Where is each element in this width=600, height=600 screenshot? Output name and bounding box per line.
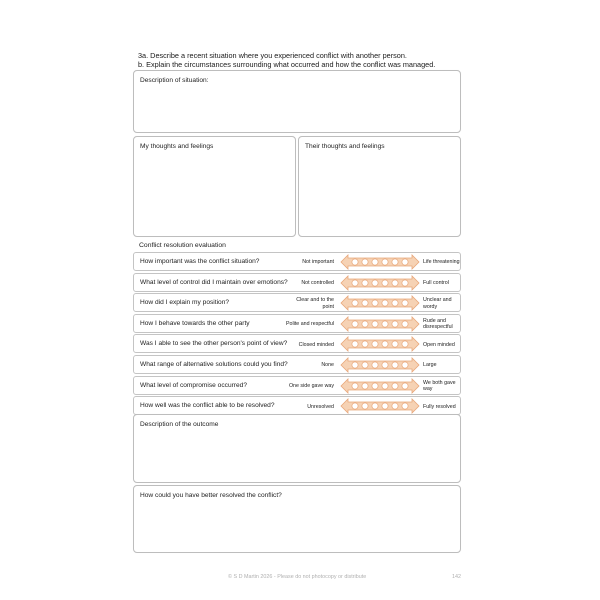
rating-radio[interactable] bbox=[372, 362, 378, 368]
my-thoughts-box[interactable] bbox=[133, 136, 296, 237]
scale-low-text: Unresolved bbox=[307, 403, 334, 410]
rating-radio[interactable] bbox=[352, 321, 358, 327]
rating-radio[interactable] bbox=[392, 279, 398, 285]
rating-radio[interactable] bbox=[392, 382, 398, 388]
evaluation-question: How important was the conflict situation? bbox=[140, 258, 260, 265]
evaluation-row bbox=[133, 334, 461, 353]
their-thoughts-label: Their thoughts and feelings bbox=[305, 143, 385, 150]
rating-radio[interactable] bbox=[362, 279, 368, 285]
rating-radio[interactable] bbox=[372, 321, 378, 327]
scale-high-text: Full control bbox=[423, 279, 449, 286]
scale-low-text: Not important bbox=[302, 259, 334, 266]
scale-high-text: Fully resolved bbox=[423, 403, 456, 410]
evaluation-row bbox=[133, 273, 461, 292]
evaluation-question: How well was the conflict able to be resolved? bbox=[140, 402, 275, 410]
my-thoughts-label: My thoughts and feelings bbox=[140, 143, 214, 150]
scale-low-text: Clear and to the point bbox=[296, 297, 334, 310]
rating-radio[interactable] bbox=[382, 403, 388, 409]
their-thoughts-box[interactable] bbox=[298, 136, 461, 237]
better-resolution-label: How could you have better resolved the conflict? bbox=[140, 492, 282, 499]
rating-radio[interactable] bbox=[402, 382, 408, 388]
evaluation-title: Conflict resolution evaluation bbox=[139, 242, 226, 249]
scale-low-text: Not controlled bbox=[301, 279, 334, 286]
rating-radio[interactable] bbox=[372, 300, 378, 306]
rating-radio[interactable] bbox=[372, 403, 378, 409]
scale-high-label bbox=[423, 254, 463, 271]
rating-radio[interactable] bbox=[352, 382, 358, 388]
rating-radio[interactable] bbox=[362, 362, 368, 368]
scale-low-text: Polite and respectful bbox=[286, 321, 334, 328]
rating-radio[interactable] bbox=[402, 300, 408, 306]
scale-high-label bbox=[423, 336, 463, 353]
scale-high-text: Rude and disrespectful bbox=[423, 318, 453, 331]
rating-radio[interactable] bbox=[382, 321, 388, 327]
instruction-line-a: 3a. Describe a recent situation where you experienced conflict with another person. bbox=[138, 51, 407, 60]
scale-high-text: Unclear and wordy bbox=[423, 297, 452, 310]
scale-high-label bbox=[423, 316, 463, 333]
situation-box[interactable] bbox=[133, 70, 461, 133]
evaluation-question: What range of alternative solutions could you find? bbox=[140, 361, 288, 368]
scale-low-label bbox=[284, 295, 334, 312]
rating-radio[interactable] bbox=[392, 403, 398, 409]
rating-radio[interactable] bbox=[372, 341, 378, 347]
scale-high-label bbox=[423, 275, 463, 292]
rating-radio[interactable] bbox=[392, 362, 398, 368]
rating-radio[interactable] bbox=[372, 382, 378, 388]
scale-high-text: Large bbox=[423, 362, 437, 369]
rating-scale bbox=[340, 254, 420, 270]
scale-low-text: Closed minded bbox=[298, 341, 334, 348]
scale-low-label bbox=[284, 398, 334, 415]
rating-radio[interactable] bbox=[382, 362, 388, 368]
evaluation-question: What level of control did I maintain over emotions? bbox=[140, 278, 288, 286]
scale-low-label bbox=[284, 357, 334, 374]
rating-radio[interactable] bbox=[362, 259, 368, 265]
rating-radio[interactable] bbox=[382, 341, 388, 347]
rating-scale bbox=[340, 398, 420, 414]
rating-radio[interactable] bbox=[362, 341, 368, 347]
page-number: 142 bbox=[452, 574, 461, 580]
scale-high-text: Life threatening bbox=[423, 259, 460, 266]
evaluation-row bbox=[133, 252, 461, 271]
rating-radio[interactable] bbox=[362, 382, 368, 388]
rating-radio[interactable] bbox=[382, 259, 388, 265]
evaluation-row bbox=[133, 376, 461, 395]
evaluation-question: What level of compromise occurred? bbox=[140, 381, 248, 389]
rating-radio[interactable] bbox=[362, 300, 368, 306]
scale-low-label bbox=[284, 254, 334, 271]
copyright-notice: © S D Martin 2026 - Please do not photocopy or distribute bbox=[228, 574, 367, 580]
rating-radio[interactable] bbox=[352, 362, 358, 368]
scale-high-label bbox=[423, 378, 463, 395]
rating-radio[interactable] bbox=[402, 403, 408, 409]
rating-scale bbox=[340, 378, 420, 394]
rating-radio[interactable] bbox=[382, 382, 388, 388]
rating-radio[interactable] bbox=[402, 259, 408, 265]
scale-low-text: None bbox=[321, 362, 334, 369]
rating-radio[interactable] bbox=[352, 341, 358, 347]
rating-radio[interactable] bbox=[402, 341, 408, 347]
scale-low-label bbox=[284, 378, 334, 395]
rating-radio[interactable] bbox=[352, 403, 358, 409]
rating-radio[interactable] bbox=[402, 321, 408, 327]
rating-radio[interactable] bbox=[362, 321, 368, 327]
rating-scale bbox=[340, 295, 420, 311]
rating-radio[interactable] bbox=[392, 341, 398, 347]
rating-scale bbox=[340, 357, 420, 373]
scale-high-text: We both gave way bbox=[423, 379, 456, 393]
evaluation-row bbox=[133, 314, 461, 333]
scale-low-text: One side gave way bbox=[288, 382, 334, 389]
outcome-box[interactable] bbox=[133, 414, 461, 483]
evaluation-question: How did I explain my position? bbox=[140, 299, 230, 307]
evaluation-question: How I behave towards the other party bbox=[140, 319, 250, 327]
rating-radio[interactable] bbox=[402, 362, 408, 368]
scale-high-text: Open minded bbox=[423, 341, 455, 348]
instructions bbox=[138, 52, 468, 69]
situation-label: Description of situation: bbox=[140, 77, 209, 84]
rating-radio[interactable] bbox=[382, 300, 388, 306]
rating-scale bbox=[340, 316, 420, 332]
rating-radio[interactable] bbox=[402, 279, 408, 285]
scale-high-label bbox=[423, 295, 463, 312]
rating-radio[interactable] bbox=[382, 279, 388, 285]
rating-radio[interactable] bbox=[392, 300, 398, 306]
scale-low-label bbox=[284, 316, 334, 333]
evaluation-row bbox=[133, 396, 461, 415]
scale-high-label bbox=[423, 398, 463, 415]
rating-radio[interactable] bbox=[352, 259, 358, 265]
rating-radio[interactable] bbox=[392, 321, 398, 327]
rating-radio[interactable] bbox=[362, 403, 368, 409]
better-resolution-box[interactable] bbox=[133, 485, 461, 553]
outcome-label: Description of the outcome bbox=[140, 421, 219, 428]
rating-radio[interactable] bbox=[392, 259, 398, 265]
evaluation-question: Was I able to see the other person's point of view? bbox=[140, 340, 288, 348]
scale-high-label bbox=[423, 357, 463, 374]
rating-radio[interactable] bbox=[372, 279, 378, 285]
rating-radio[interactable] bbox=[372, 259, 378, 265]
scale-low-label bbox=[284, 336, 334, 353]
scale-low-label bbox=[284, 275, 334, 292]
instruction-line-b: b. Explain the circumstances surrounding what occurred and how the conflict was managed. bbox=[138, 59, 436, 69]
evaluation-row bbox=[133, 355, 461, 374]
rating-scale bbox=[340, 275, 420, 291]
rating-radio[interactable] bbox=[352, 300, 358, 306]
rating-radio[interactable] bbox=[352, 279, 358, 285]
evaluation-row bbox=[133, 293, 461, 312]
rating-scale bbox=[340, 336, 420, 352]
